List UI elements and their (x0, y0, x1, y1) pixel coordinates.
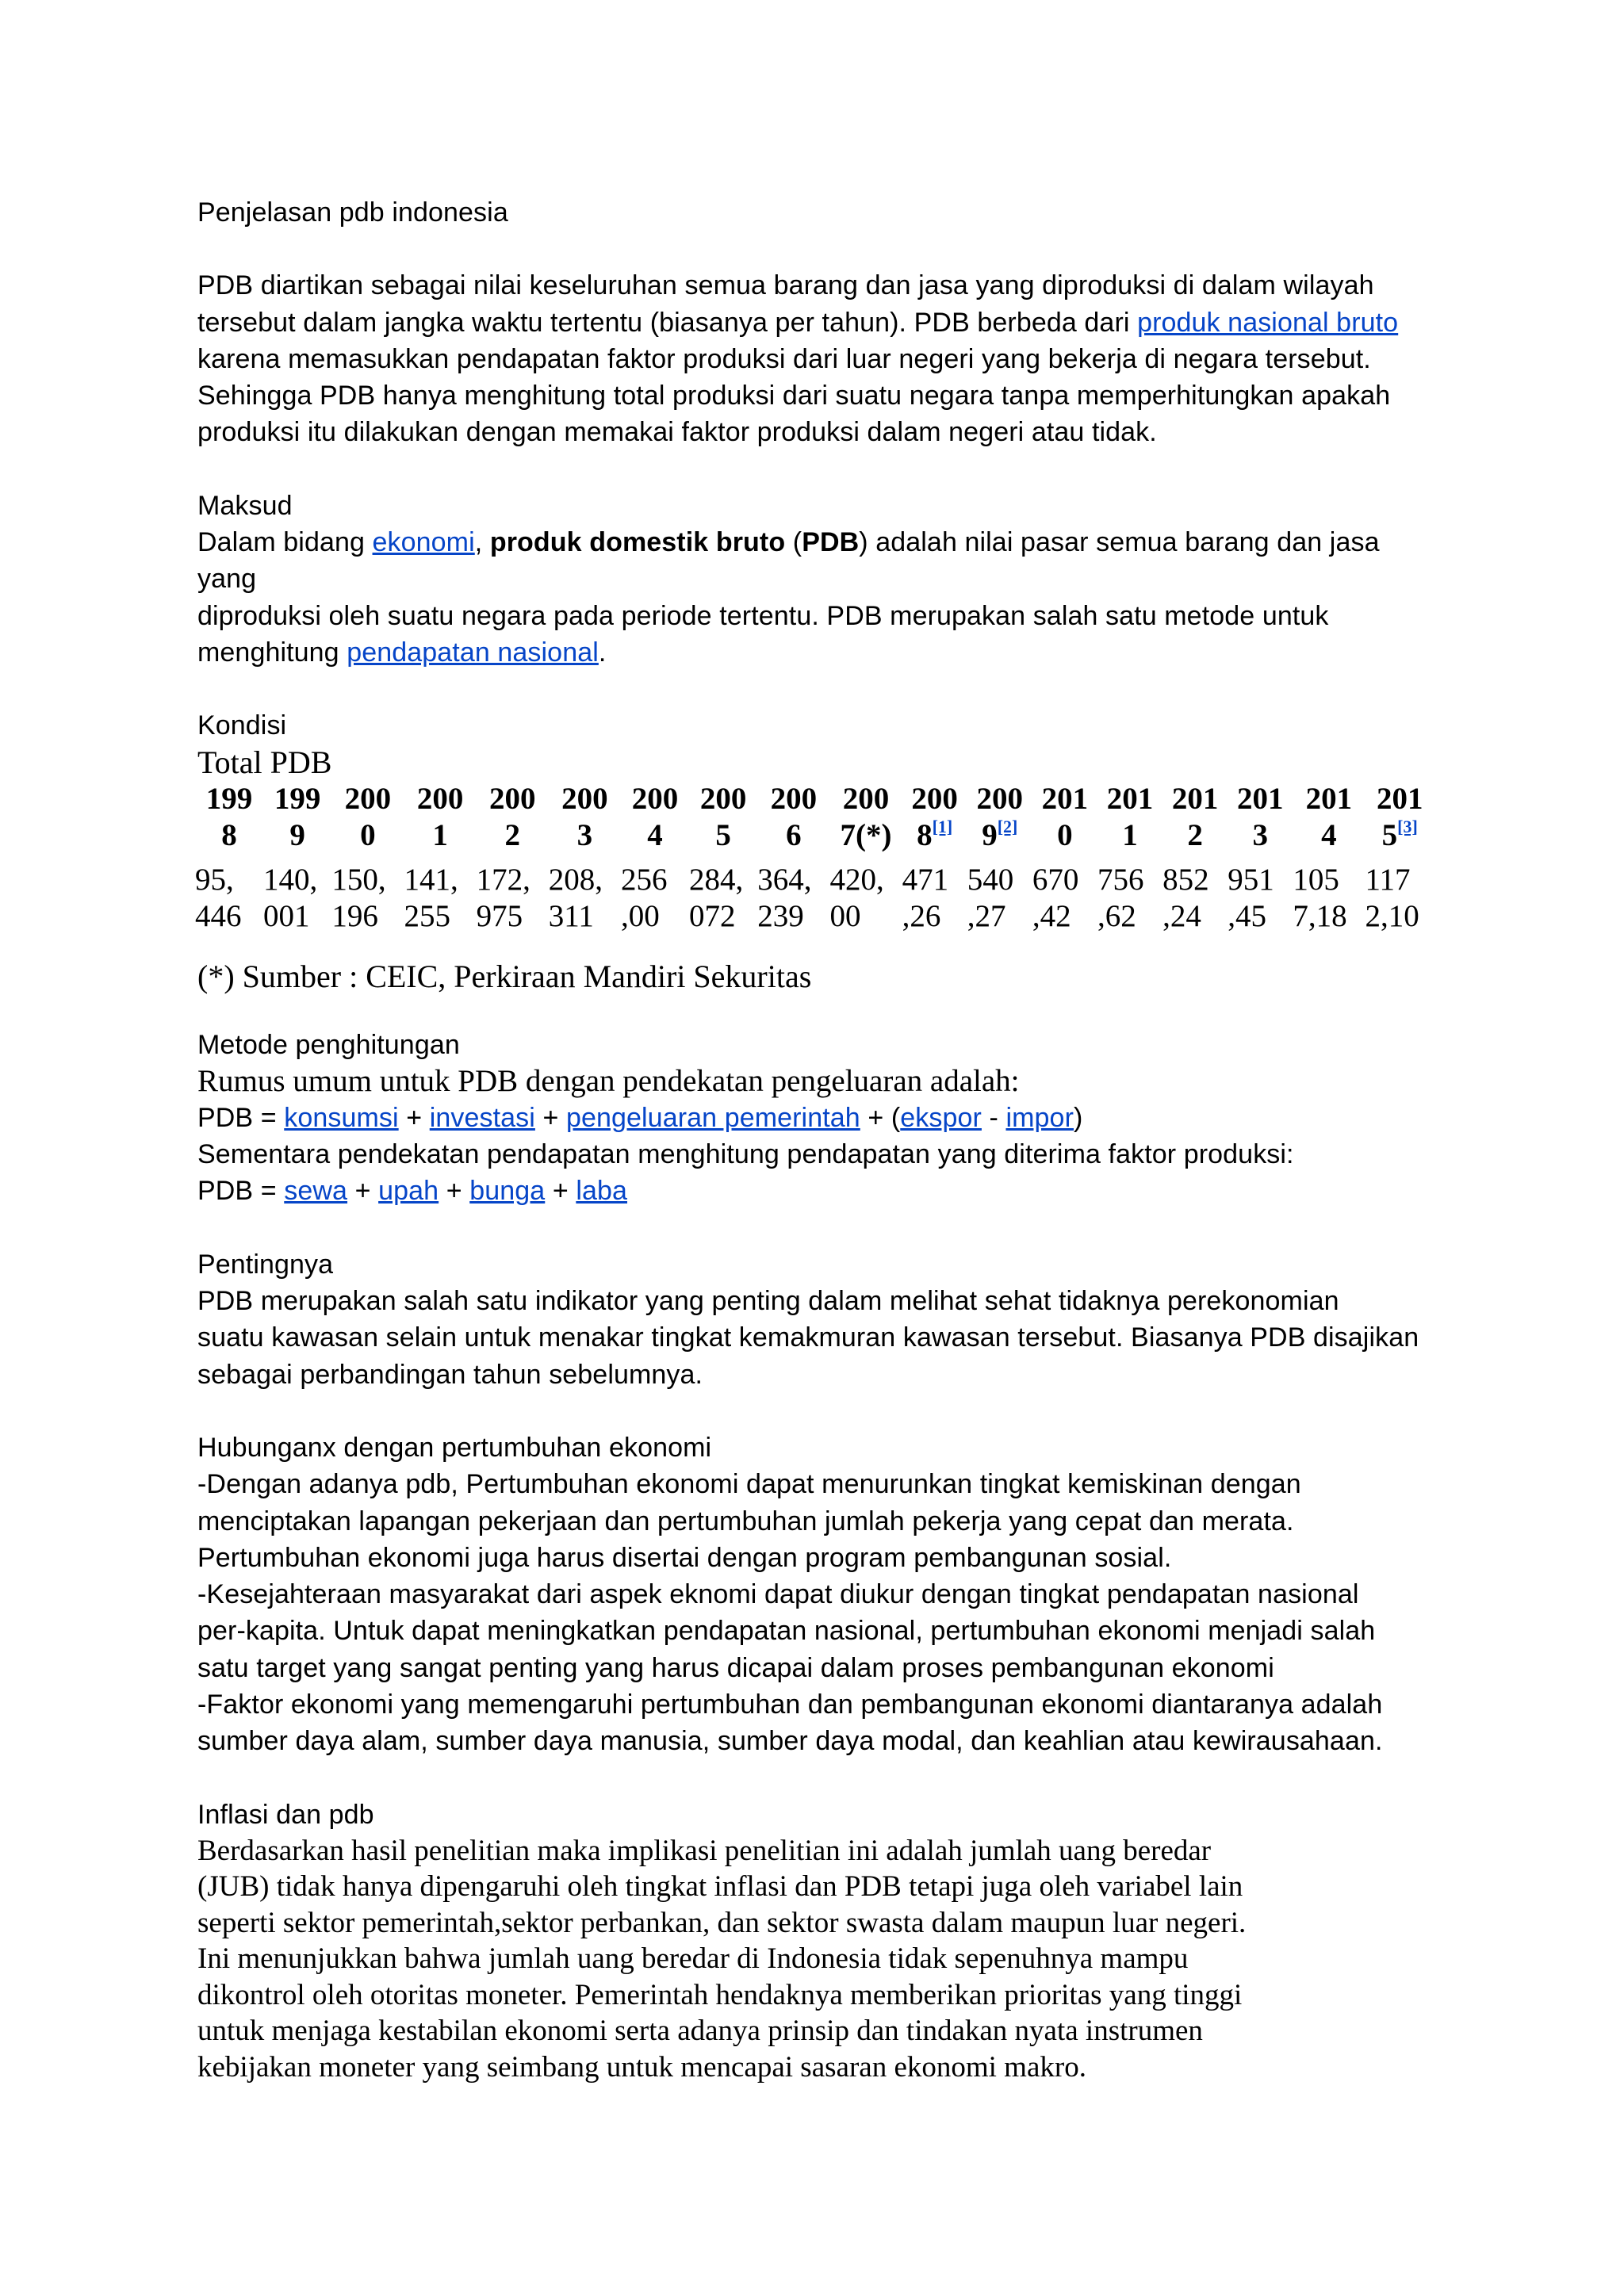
section-heading: Metode penghitungan (197, 1029, 460, 1060)
value-part: 172, (476, 862, 530, 897)
text-line: dikontrol oleh otoritas moneter. Pemerintah hendaknya memberikan prioritas yang tinggi (197, 1978, 1243, 2011)
text-line: Sementara pendekatan pendapatan menghitung pendapatan yang diterima faktor produksi: (197, 1139, 1294, 1170)
text-line: karena memasukkan pendapatan faktor produksi dari luar negeri yang bekerja di negara tersebut. (197, 343, 1371, 374)
year-part: 7(*) (840, 817, 892, 852)
year-part: 5 (1381, 817, 1398, 852)
section-kondisi (197, 707, 1434, 994)
text-line: satu target yang sangat penting yang harus dicapai dalam proses pembangunan ekonomi (197, 1652, 1274, 1683)
year-header-cell (404, 781, 476, 854)
value-part: 00 (829, 898, 861, 933)
year-part: 3 (576, 817, 593, 852)
section-maksud (197, 488, 1434, 671)
value-cell (477, 854, 549, 935)
text-span: ) adalah nilai pasar semua barang dan jasa yang (197, 527, 1380, 595)
plus-sign: + (552, 1176, 569, 1207)
value-part: 7,18 (1293, 898, 1347, 933)
year-part: 200 (770, 781, 818, 816)
value-cell (621, 854, 689, 935)
year-part: 8 (917, 817, 933, 852)
year-header-cell (1293, 781, 1365, 854)
value-cell (195, 854, 263, 935)
year-part: 4 (1321, 817, 1337, 852)
link-ekonomi[interactable]: ekonomi (372, 527, 475, 558)
text-line: seperti sektor pemerintah,sektor perbankan, dan sektor swasta dalam maupun luar negeri. (197, 1906, 1247, 1939)
year-part: 200 (699, 781, 747, 816)
text-line (197, 634, 1434, 671)
text-line: untuk menjaga kestabilan ekonomi serta adanya prinsip dan tindakan nyata instrumen (197, 2015, 1203, 2048)
year-part: 201 (1305, 781, 1353, 816)
footnote-ref-link[interactable]: [1] (932, 816, 953, 836)
value-part: ,27 (967, 898, 1006, 933)
year-part: 200 (911, 781, 958, 816)
value-part: ,26 (902, 898, 941, 933)
link-upah[interactable]: upah (378, 1176, 439, 1207)
document-title: Penjelasan pdb indonesia (197, 197, 508, 228)
value-part: 364, (757, 862, 812, 897)
value-part: 196 (331, 898, 378, 933)
text-line: kebijakan moneter yang seimbang untuk mencapai sasaran ekonomi makro. (197, 2050, 1086, 2084)
minus-sign: - (989, 1102, 998, 1133)
year-part: 3 (1252, 817, 1269, 852)
text-line: Ini menunjukkan bahwa jumlah uang beredar di Indonesia tidak sepenuhnya mampu (197, 1942, 1189, 1976)
section-metode (197, 1027, 1434, 1210)
text-line: produksi itu dilakukan dengan memakai faktor produksi dalam negeri atau tidak. (197, 417, 1157, 448)
value-cell (331, 854, 404, 935)
value-part: 072 (688, 898, 736, 933)
footnote-ref-link[interactable]: [2] (997, 816, 1018, 836)
table-title: Total PDB (197, 744, 332, 780)
value-part: ,42 (1032, 898, 1071, 933)
year-part: 200 (631, 781, 679, 816)
year-header-cell (1162, 781, 1228, 854)
year-part: 200 (561, 781, 608, 816)
value-part: 446 (195, 898, 242, 933)
year-header-cell (195, 781, 263, 854)
text-line (197, 304, 1434, 341)
year-part: 200 (488, 781, 536, 816)
formula-expenditure (197, 1100, 1434, 1136)
link-produk-nasional-bruto[interactable]: produk nasional bruto (1137, 307, 1399, 338)
link-pendapatan-nasional[interactable]: pendapatan nasional (347, 637, 599, 668)
text-line: sumber daya alam, sumber daya manusia, sumber daya modal, dan keahlian atau kewirausahaan. (197, 1726, 1383, 1757)
year-header-cell (1228, 781, 1293, 854)
section-heading: Pentingnya (197, 1249, 334, 1280)
year-header-cell (263, 781, 331, 854)
year-header-cell (829, 781, 902, 854)
year-part: 4 (647, 817, 663, 852)
text-line (197, 524, 1434, 598)
link-impor[interactable]: impor (1005, 1102, 1074, 1133)
year-part: 2 (504, 817, 520, 852)
year-part: 1 (432, 817, 448, 852)
year-header-row (195, 781, 1434, 854)
text-line: diproduksi oleh suatu negara pada periode tertentu. PDB merupakan salah satu metode untuk (197, 600, 1329, 631)
formula-income (197, 1173, 1434, 1209)
year-part: 1 (1122, 817, 1138, 852)
text-span: Dalam bidang (197, 527, 365, 558)
year-part: 201 (1106, 781, 1154, 816)
footnote-ref-link[interactable]: [3] (1397, 816, 1418, 836)
year-part: 8 (221, 817, 237, 852)
year-part: 200 (416, 781, 464, 816)
text-line: -Kesejahteraan masyarakat dari aspek eknomi dapat diukur dengan tingkat pendapatan nasional (197, 1579, 1359, 1610)
value-part: 420, (829, 862, 884, 897)
section-hubungan (197, 1429, 1434, 1760)
text-span: + ( (868, 1102, 901, 1133)
text-line: menciptakan lapangan pekerjaan dan pertumbuhan jumlah pekerja yang cepat dan merata. (197, 1506, 1294, 1536)
value-part: 255 (404, 898, 450, 933)
value-part: ,45 (1228, 898, 1266, 933)
section-heading: Maksud (197, 490, 293, 521)
year-part: 9 (289, 817, 305, 852)
text-line: per-kapita. Untuk dapat meningkatkan pendapatan nasional, pertumbuhan ekonomi menjadi salah (197, 1616, 1376, 1647)
value-part: 239 (757, 898, 804, 933)
value-part: 951 (1228, 862, 1274, 897)
plus-sign: + (446, 1176, 462, 1207)
plus-sign: + (406, 1102, 423, 1133)
plus-sign: + (354, 1176, 371, 1207)
text-line: PDB merupakan salah satu indikator yang penting dalam melihat sehat tidaknya perekonomian (197, 1286, 1339, 1317)
text-line: -Faktor ekonomi yang memengaruhi pertumbuhan dan pembangunan ekonomi diantaranya adalah (197, 1689, 1383, 1720)
year-part: 6 (786, 817, 802, 852)
value-cell (967, 854, 1032, 935)
year-header-cell (1365, 781, 1435, 854)
pdb-table (195, 781, 1434, 935)
value-part: 141, (404, 862, 458, 897)
value-part: 95, (195, 862, 234, 897)
year-header-cell (967, 781, 1032, 854)
year-part: 9 (982, 817, 998, 852)
link-konsumsi[interactable]: konsumsi (284, 1102, 399, 1133)
value-part: 2,10 (1365, 898, 1419, 933)
text-line: PDB diartikan sebagai nilai keseluruhan semua barang dan jasa yang diproduksi di dalam wilayah (197, 270, 1374, 301)
text-span: ( (792, 527, 802, 558)
value-part: 140, (262, 862, 318, 897)
value-part: 284, (688, 862, 744, 897)
value-cell (1228, 854, 1293, 935)
year-header-cell (902, 781, 967, 854)
inflasi-body (197, 1833, 1434, 2086)
text-span: menghitung (197, 637, 339, 668)
year-part: 0 (1057, 817, 1073, 852)
value-part: 471 (902, 862, 949, 897)
plus-sign: + (542, 1102, 559, 1133)
text-span: PDB = (197, 1176, 277, 1207)
year-header-cell (331, 781, 404, 854)
value-cell (1365, 854, 1435, 935)
year-header-cell (1032, 781, 1097, 854)
year-header-cell (621, 781, 689, 854)
value-part: 150, (331, 862, 386, 897)
year-part: 200 (842, 781, 890, 816)
text-line: -Dengan adanya pdb, Pertumbuhan ekonomi dapat menurunkan tingkat kemiskinan dengan (197, 1469, 1301, 1500)
year-part: 5 (715, 817, 731, 852)
value-cell (902, 854, 967, 935)
year-part: 199 (274, 781, 321, 816)
text-span: , (474, 527, 483, 558)
value-part: ,62 (1097, 898, 1136, 933)
link-sewa[interactable]: sewa (284, 1176, 348, 1207)
value-part: 001 (262, 898, 310, 933)
text-line: Sehingga PDB hanya menghitung total produksi dari suatu negara tanpa memperhitungkan apakah (197, 381, 1391, 411)
link-pengeluaran-pemerintah[interactable]: pengeluaran pemerintah (565, 1102, 860, 1133)
value-cell (1293, 854, 1365, 935)
year-header-cell (757, 781, 829, 854)
bold-term: produk domestik bruto (489, 527, 786, 558)
value-part: 256 (620, 862, 668, 897)
value-part: 208, (548, 862, 603, 897)
value-cell (549, 854, 621, 935)
year-header-cell (1097, 781, 1162, 854)
value-row (195, 854, 1434, 935)
value-cell (1162, 854, 1228, 935)
year-part: 2 (1187, 817, 1203, 852)
text-line: Berdasarkan hasil penelitian maka implikasi penelitian ini adalah jumlah uang beredar (197, 1834, 1212, 1867)
value-part: ,24 (1162, 898, 1201, 933)
document-page (197, 194, 1434, 2085)
bold-term: PDB (802, 527, 860, 558)
value-cell (1097, 854, 1162, 935)
year-part: 201 (1377, 781, 1423, 816)
year-part: 200 (344, 781, 392, 816)
value-cell (1032, 854, 1097, 935)
section-pentingnya (197, 1246, 1434, 1393)
value-part: 117 (1365, 862, 1411, 897)
value-part: ,00 (620, 898, 660, 933)
text-span: . (598, 637, 607, 668)
value-part: 540 (967, 862, 1014, 897)
value-part: 756 (1097, 862, 1144, 897)
year-part: 200 (976, 781, 1024, 816)
value-part: 105 (1293, 862, 1339, 897)
intro-paragraph (197, 267, 1434, 450)
text-line: (JUB) tidak hanya dipengaruhi oleh tingkat inflasi dan PDB tetapi juga oleh variabel lain (197, 1870, 1243, 1904)
link-bunga[interactable]: bunga (469, 1176, 546, 1207)
value-part: 975 (476, 898, 523, 933)
text-span: tersebut dalam jangka waktu tertentu (biasanya per tahun). PDB berbeda dari (197, 307, 1130, 338)
value-cell (757, 854, 829, 935)
year-part: 199 (205, 781, 253, 816)
year-part: 201 (1171, 781, 1219, 816)
table-source-note: (*) Sumber : CEIC, Perkiraan Mandiri Sekuritas (197, 958, 812, 994)
year-header-cell (477, 781, 549, 854)
section-heading: Inflasi dan pdb (197, 1799, 374, 1830)
value-cell (263, 854, 331, 935)
section-heading: Hubunganx dengan pertumbuhan ekonomi (197, 1432, 712, 1463)
year-part: 0 (360, 817, 376, 852)
text-line: Pertumbuhan ekonomi juga harus disertai dengan program pembangunan sosial. (197, 1542, 1172, 1573)
text-line: sebagai perbandingan tahun sebelumnya. (197, 1359, 703, 1390)
value-part: 311 (548, 898, 594, 933)
year-header-cell (549, 781, 621, 854)
text-span: ) (1074, 1102, 1083, 1133)
formula-intro: Rumus umum untuk PDB dengan pendekatan pengeluaran adalah: (197, 1063, 1020, 1098)
year-header-cell (689, 781, 757, 854)
value-cell (404, 854, 476, 935)
section-inflasi (197, 1797, 1434, 2086)
link-investasi[interactable]: investasi (429, 1102, 535, 1133)
value-part: 670 (1032, 862, 1079, 897)
value-cell (689, 854, 757, 935)
text-span: PDB = (197, 1102, 277, 1133)
link-ekspor[interactable]: ekspor (900, 1102, 982, 1133)
section-heading: Kondisi (197, 710, 287, 741)
year-part: 201 (1237, 781, 1284, 816)
year-part: 201 (1041, 781, 1089, 816)
value-part: 852 (1162, 862, 1209, 897)
value-cell (829, 854, 902, 935)
text-line: suatu kawasan selain untuk menakar tingkat kemakmuran kawasan tersebut. Biasanya PDB disajikan (197, 1322, 1419, 1353)
link-laba[interactable]: laba (576, 1176, 628, 1207)
